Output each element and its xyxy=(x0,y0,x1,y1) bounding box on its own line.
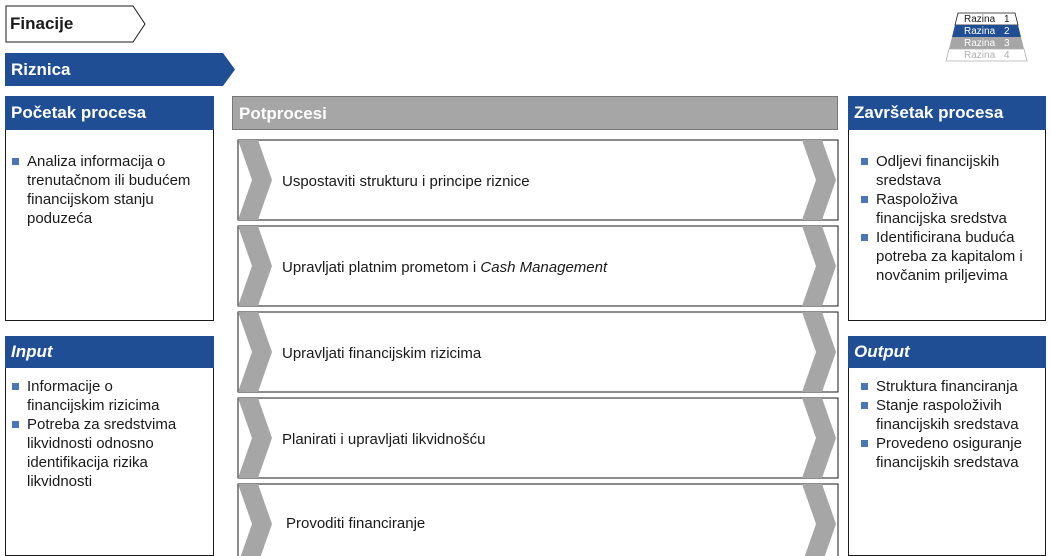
legend-level4-num: 4 xyxy=(1004,50,1010,61)
level-legend xyxy=(930,12,1045,73)
legend-level3-word: Razina xyxy=(964,38,996,49)
list-item: Stanje raspoloživih financijskih sredstava xyxy=(861,396,1045,434)
subprocess-step-1[interactable] xyxy=(282,173,530,190)
subprocess-step-5[interactable] xyxy=(286,515,425,532)
level1-label: Finacije xyxy=(10,14,74,33)
subprocess-step-3[interactable] xyxy=(282,345,481,362)
output-title: Output xyxy=(848,336,1046,368)
list-item: Provedeno osiguranje financijskih sredstava xyxy=(861,434,1045,472)
end-title: Završetak procesa xyxy=(848,96,1046,130)
subprocess-title: Potprocesi xyxy=(239,104,327,123)
output-panel xyxy=(848,336,1046,556)
step-2-text: Upravljati platnim prometom i xyxy=(282,259,481,276)
step-1-text: Uspostaviti strukturu i principe riznice xyxy=(282,173,530,190)
subprocess-step-2[interactable] xyxy=(282,259,607,276)
list-item: Odljevi financijskih sredstava xyxy=(861,152,1041,190)
end-panel xyxy=(848,96,1046,321)
legend-level1-word: Razina xyxy=(964,14,996,25)
legend-level1-num: 1 xyxy=(1004,14,1010,25)
level2-label: Riznica xyxy=(11,60,71,79)
step-5-text: Provoditi financiranje xyxy=(286,515,426,532)
legend-level3-num: 3 xyxy=(1004,38,1010,49)
subprocess-header xyxy=(232,96,838,130)
end-list xyxy=(861,152,1041,285)
level1-tag[interactable] xyxy=(5,5,147,43)
list-item: Struktura financiranja xyxy=(861,377,1045,396)
list-item: Analiza informacija o trenutačnom ili budućem financijskom stanju poduzeća xyxy=(12,152,204,228)
list-item: Identificirana buduća potreba za kapitalom i novčanim priljevima xyxy=(861,228,1041,285)
input-title: Input xyxy=(5,336,214,368)
input-panel xyxy=(5,336,214,556)
list-item: Raspoloživa financijska sredstva xyxy=(861,190,1041,228)
legend-level2-word: Razina xyxy=(964,26,996,37)
level2-tag[interactable] xyxy=(5,53,235,86)
start-title: Početak procesa xyxy=(5,96,214,130)
legend-level4-word: Razina xyxy=(964,50,996,61)
start-panel xyxy=(5,96,214,321)
output-list xyxy=(861,377,1045,472)
list-item: Potreba za sredstvima likvidnosti odnosno identifikacija rizika likvidnosti xyxy=(12,415,208,491)
start-list xyxy=(12,152,204,228)
step-2-italic: Cash Management xyxy=(480,259,608,276)
subprocess-step-4[interactable] xyxy=(282,431,485,448)
legend-level2-num: 2 xyxy=(1004,26,1010,37)
step-3-text: Upravljati financijskim rizicima xyxy=(282,345,482,362)
step-4-text: Planirati i upravljati likvidnošću xyxy=(282,431,486,448)
input-list xyxy=(12,377,208,491)
subprocess-steps xyxy=(232,138,842,556)
list-item: Informacije o financijskim rizicima xyxy=(12,377,208,415)
